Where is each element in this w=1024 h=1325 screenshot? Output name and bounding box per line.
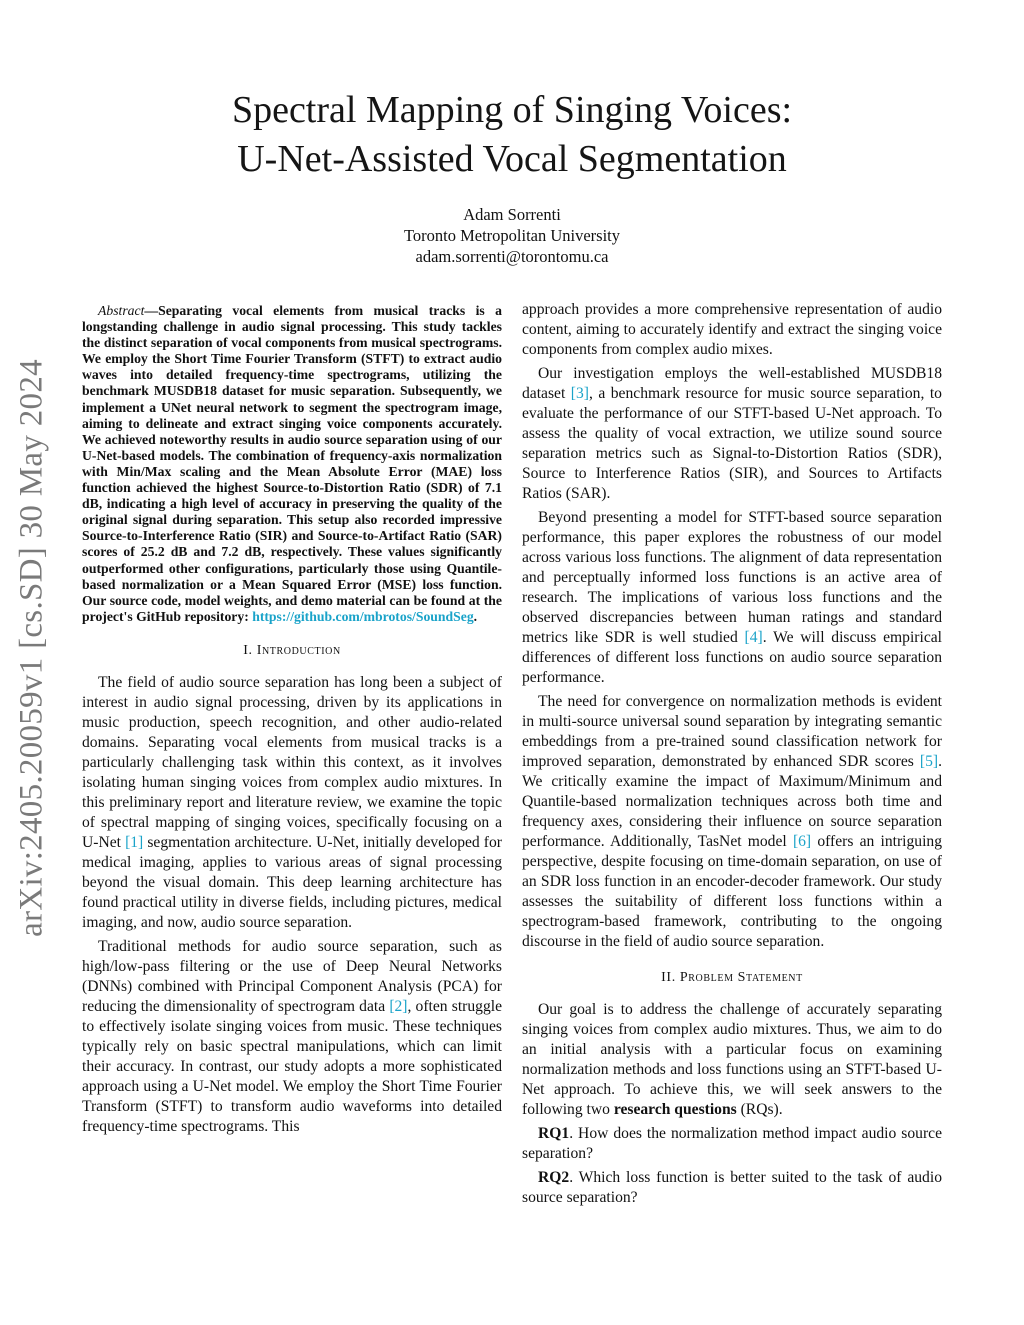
arxiv-identifier-text: arXiv:2405.20059v1 [cs.SD] 30 May 2024 [13,359,50,937]
section-heading-introduction [82,642,502,660]
title-line-1: Spectral Mapping of Singing Voices: [231,89,793,131]
section-title: Problem Statement [679,970,803,985]
abstract-lead: Abstract [98,303,145,318]
text-run: , a benchmark resource for music source separation, to evaluate the performance of our STFT-based U-Net approach. To assess the quality of vocal extraction, we utilize sound source separation metrics such as Signal-to-Distortion Ratios (SDR), Source to Interference Ratios (SIR), and Sources to Artifacts Ratios (SAR). [522,385,942,502]
text-run: The field of audio source separation has long been a subject of interest in audio signal processing, driven by its applications in music production, speech recognition, and other audio-related domains. Separating vocal elements from musical tracks is a particularly challenging task within this context, as it involves isolating human singing voices from complex audio mixtures. In this preliminary report and literature review, we examine the topic of spectral mapping of singing voices, specifically focusing on a U-Net [82,673,502,851]
text-run: . We will discuss empirical differences of different loss functions on audio source separation performance. [522,629,942,686]
citation-link[interactable]: [4] [744,629,763,646]
abstract-text: Separating vocal elements from musical tracks is a longstanding challenge in audio signal processing. This study tackles the distinct separation of vocal components from musical spectrograms. We employ the Short Time Fourier Transform (STFT) to extract audio waves into detailed frequency-time spectrograms, utilizing the benchmark MUSDB18 dataset for music separation. Subsequently, we implement a UNet neural network to segment the spectrogram image, aiming to delineate and extract singing voice components accurately. We achieved noteworthy results in audio source separation using of our U-Net-based models. The combination of frequency-axis normalization with Min/Max scaling and the Mean Absolute Error (MAE) loss function achieved the highest Source-to-Distortion Ratio (SDR) of 7.1 dB, indicating a high level of accuracy in preserving the quality of the original signal during separation. This setup also recorded impressive Source-to-Interference Ratio (SIR) and Source-to-Artifact Ratio (SAR) scores of 25.2 dB and 7.2 dB, respectively. These values significantly outperformed other configurations, particularly those using Quantile-based normalization or a Mean Squared Error (MSE) loss function. Our source code, model weights, and demo material can be found at the project's GitHub repository: [82,303,502,624]
intro-paragraph-1 [82,673,502,933]
citation-link[interactable]: [5] [919,753,939,770]
text-run: Our investigation employs the well-established MUSDB18 dataset [522,365,942,402]
text-run: The need for convergence on normalization methods is evident in multi-source universal sound separation by integrating semantic embeddings from a pre-trained sound classification network for improved separation, demonstrated by enhanced SDR scores [522,693,942,770]
intro-paragraph-3 [522,364,942,504]
intro-paragraph-continued: approach provides a more comprehensive representation of audio content, aiming to accurately identify and extract the singing voice components from complex audio mixes. [522,301,942,358]
intro-paragraph-2 [82,937,502,1137]
problem-paragraph-1 [522,1000,942,1120]
author-block [0,204,1024,267]
text-run: Beyond presenting a model for STFT-based source separation performance, this paper explores the robustness of our model across various loss functions. The alignment of data representation and perceptually informed loss functions is an active area of research. The implications of various loss functions and the observed discrepancies between human ratings and standard metrics like SDR is well studied [522,509,942,646]
abstract [82,303,502,625]
title-line-2: U-Net-Assisted Vocal Segmentation [237,138,787,180]
citation-link[interactable]: [6] [792,833,812,850]
rq-label: RQ2 [538,1169,570,1186]
citation-link[interactable]: [1] [125,833,144,851]
section-title: Introduction [256,642,341,658]
github-link[interactable]: https://github.com/mbrotos/SoundSeg [252,608,474,624]
author-email: adam.sorrenti@torontomu.ca [415,247,609,266]
text-run: (RQs). [736,1101,783,1118]
text-run: segmentation architecture. U-Net, initially developed for medical imaging, applies to various areas of signal processing beyond the visual domain. This deep learning architecture has found practical utility in diverse fields, including pictures, medical imaging, and now, audio source separation. [82,833,502,931]
rq-label: RQ1 [538,1125,570,1142]
rq-text: . Which loss function is better suited to the task of audio source separation? [522,1169,942,1206]
section-number: II. [661,970,680,985]
citation-link[interactable]: [3] [570,385,589,402]
text-run: offers an intriguing perspective, despite focusing on time-domain separation, on use of an SDR loss function in an encoder-decoder framework. Our study assesses the suitability of different loss functions within a spectrogram-based framework, contributing to the ongoing discourse in the field of audio source separation. [522,833,942,950]
intro-paragraph-5 [522,692,942,952]
bold-term: research questions [613,1101,737,1118]
rq-text: . How does the normalization method impact audio source separation? [522,1125,942,1162]
text-run: , often struggle to effectively isolate singing voices from music. These techniques typically rely on basic spectral manipulations, which can limit their accuracy. In contrast, our study adopts a more sophisticated approach using a U-Net model. We employ the Short Time Fourier Transform (STFT) to transform audio waveforms into detailed frequency-time spectrograms. This [82,997,503,1135]
right-column [522,300,942,1208]
research-question-1 [522,1124,942,1164]
text-run: . We critically examine the impact of Maximum/Minimum and Quantile-based normalization techniques across both time and frequency axes, considering their influence on source separation performance. Additionally, TasNet model [522,753,942,850]
text-run: Our goal is to address the challenge of accurately separating singing voices from complex audio mixtures. Thus, we aim to do an initial analysis with a particular focus on examining normalization methods and loss functions using an STFT-based U-Net approach. To achieve this, we will seek answers to the following two [522,1001,942,1118]
section-heading-problem-statement [522,969,942,987]
left-column [82,300,502,1137]
citation-link[interactable]: [2] [389,997,408,1015]
text-run: Traditional methods for audio source separation, such as high/low-pass filtering or the use of Deep Neural Networks (DNNs) combined with Principal Component Analysis (PCA) for reducing the dimensionality of spectrogram data [82,937,502,1015]
research-question-2 [522,1168,942,1208]
intro-paragraph-4 [522,508,942,688]
paper-title [0,86,1024,184]
arxiv-identifier [2,348,62,948]
abstract-dash: — [144,303,159,318]
author-affiliation: Toronto Metropolitan University [403,226,621,245]
section-number: I. [243,642,257,658]
author-name: Adam Sorrenti [463,205,561,224]
abstract-end: . [473,608,478,624]
